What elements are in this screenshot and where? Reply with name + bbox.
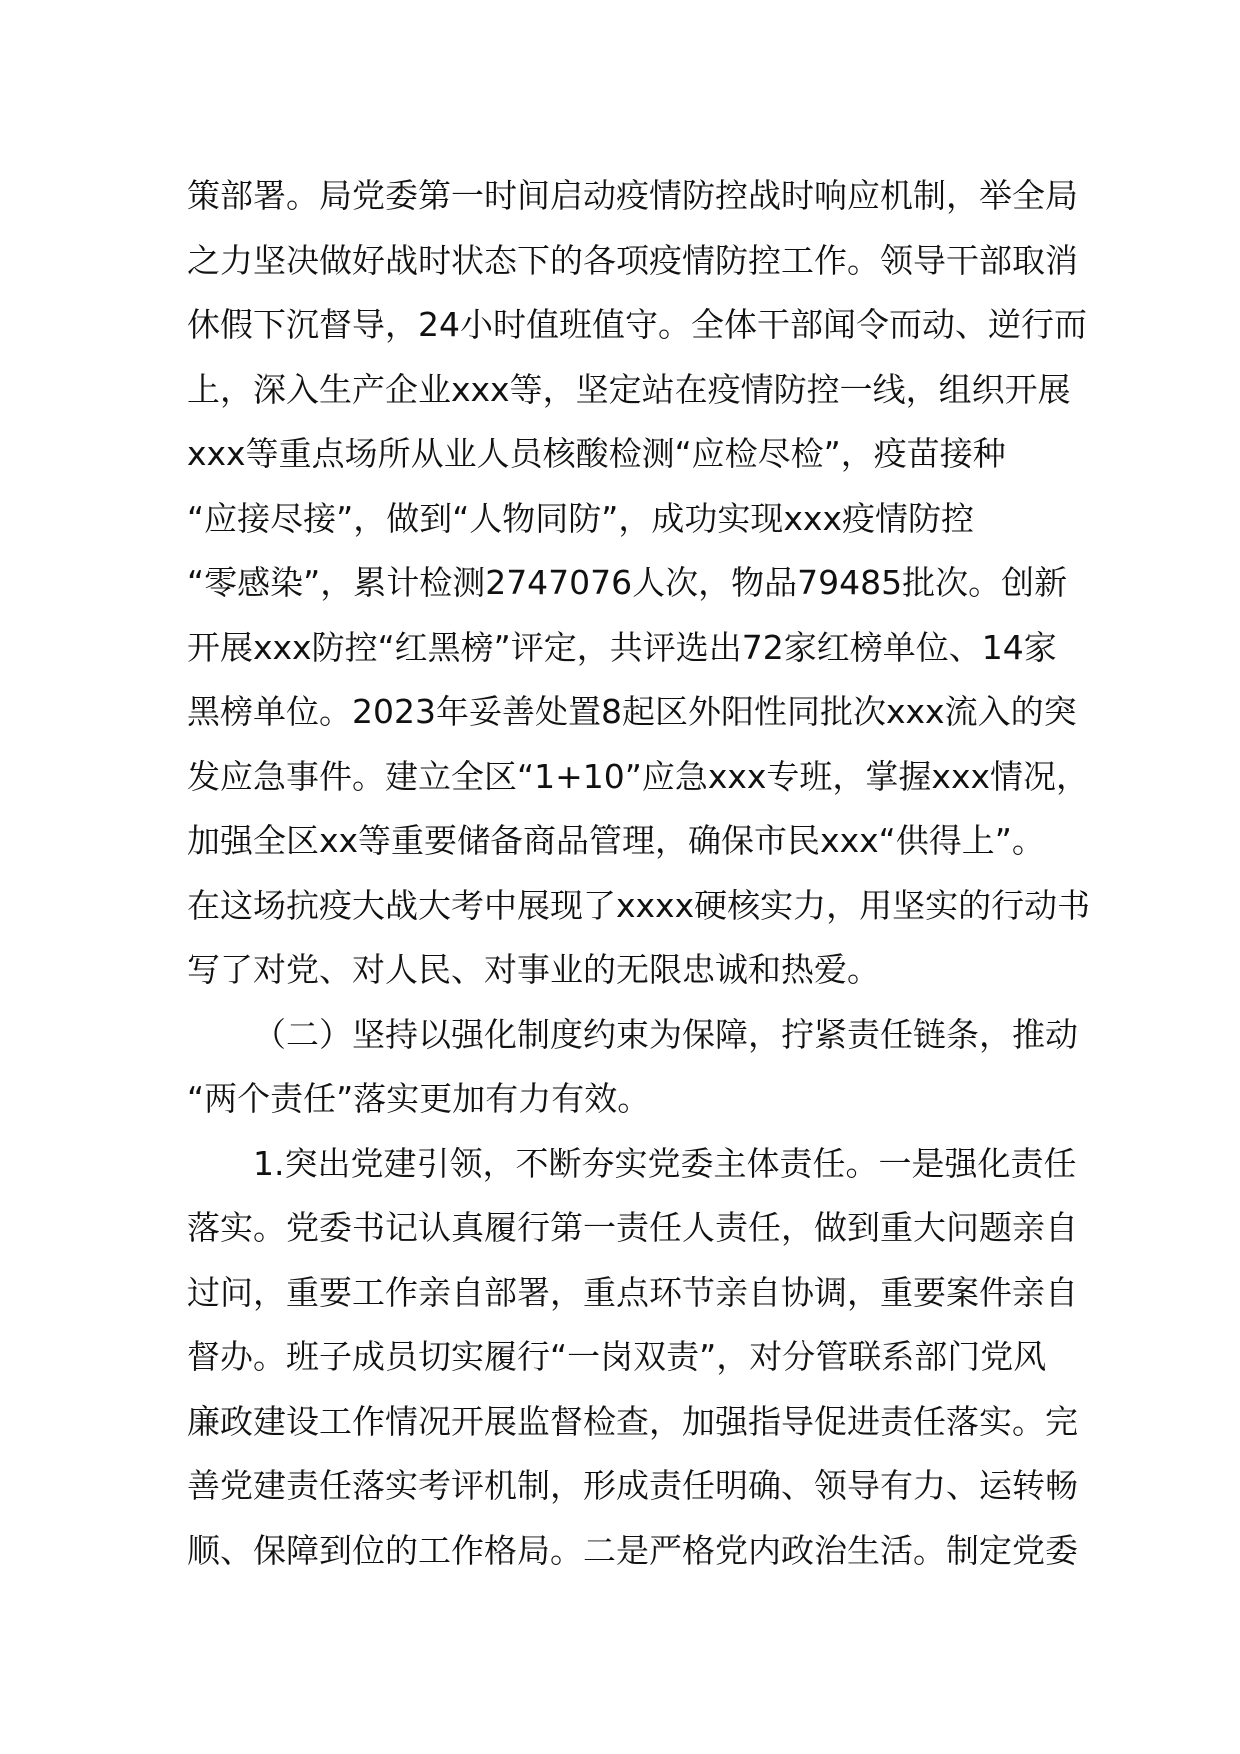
document-body — [187, 164, 1091, 1583]
subsection-heading-line: 1.突出党建引领，不断夯实党委主体责任。一是强化责任 — [253, 1143, 1077, 1183]
text-line: 督办。班子成员切实履行“一岗双责”，对分管联系部门党风 — [187, 1337, 1047, 1376]
text-line: xxx等重点场所从业人员核酸检测“应检尽检”，疫苗接种 — [187, 434, 1006, 473]
section-heading-line: （二）坚持以强化制度约束为保障，拧紧责任链条，推动 — [253, 1014, 1078, 1054]
text-line: 开展xxx防控“红黑榜”评定，共评选出72家红榜单位、14家 — [187, 627, 1057, 667]
text-line: 加强全区xx等重要储备商品管理，确保市民xxx“供得上”。 — [187, 821, 1045, 860]
text-line: 善党建责任落实考评机制，形成责任明确、领导有力、运转畅 — [187, 1466, 1078, 1505]
text-line: 在这场抗疫大战大考中展现了xxxx硬核实力，用坚实的行动书 — [187, 885, 1091, 925]
text-line: 廉政建设工作情况开展监督检查，加强指导促进责任落实。完 — [187, 1401, 1078, 1441]
text-line: 策部署。局党委第一时间启动疫情防控战时响应机制，举全局 — [187, 176, 1078, 215]
text-line: 写了对党、对人民、对事业的无限忠诚和热爱。 — [187, 950, 880, 989]
text-line: 发应急事件。建立全区“1+10”应急xxx专班，掌握xxx情况， — [187, 756, 1090, 796]
text-line: 黑榜单位。2023年妥善处置8起区外阳性同批次xxx流入的突 — [187, 692, 1077, 731]
text-line: “应接尽接”，做到“人物同防”，成功实现xxx疫情防控 — [187, 498, 974, 538]
text-line: 落实。党委书记认真履行第一责任人责任，做到重大问题亲自 — [187, 1208, 1078, 1247]
text-line: 上，深入生产企业xxx等，坚定站在疫情防控一线，组织开展 — [187, 369, 1071, 409]
text-line: 之力坚决做好战时状态下的各项疫情防控工作。领导干部取消 — [187, 240, 1078, 280]
text-line: 休假下沉督导，24小时值班值守。全体干部闻令而动、逆行而 — [187, 305, 1087, 344]
text-line: “零感染”，累计检测2747076人次，物品79485批次。创新 — [187, 563, 1068, 602]
section-heading-line: “两个责任”落实更加有力有效。 — [187, 1079, 651, 1118]
text-line: 顺、保障到位的工作格局。二是严格党内政治生活。制定党委 — [187, 1530, 1078, 1570]
text-line: 过问，重要工作亲自部署，重点环节亲自协调，重要案件亲自 — [187, 1272, 1078, 1312]
